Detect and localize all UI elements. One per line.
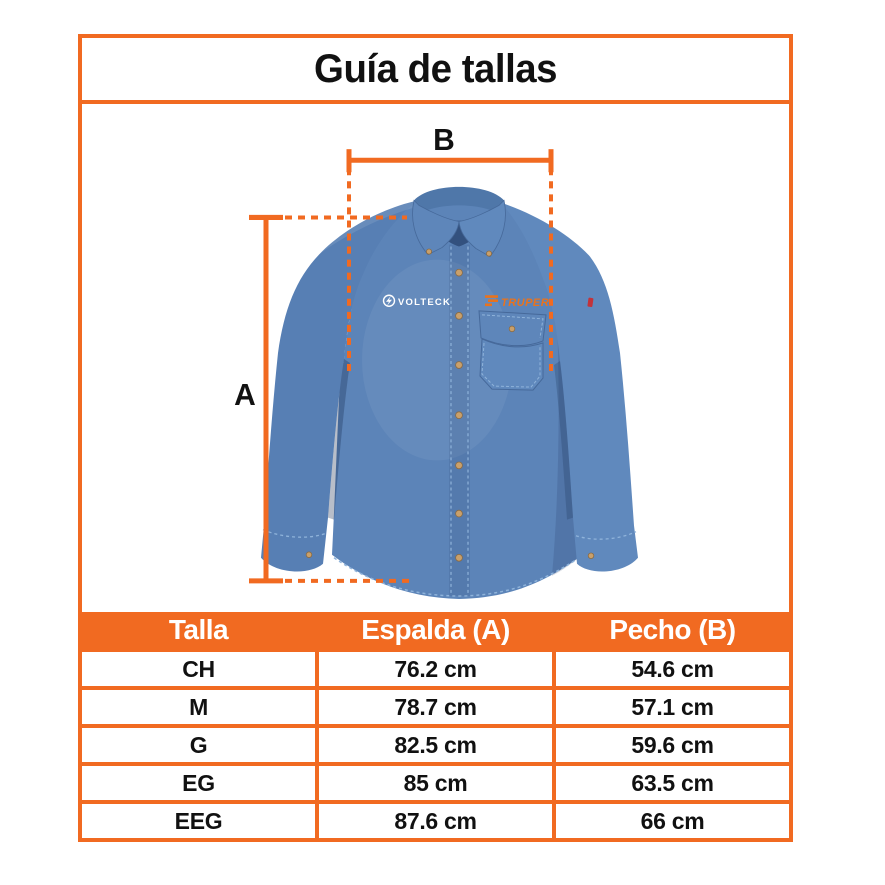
pecho-cell: 63.5 cm [556,766,789,800]
size-cell: EEG [82,804,315,838]
pecho-cell: 54.6 cm [556,652,789,686]
page-title: Guía de tallas [313,46,557,91]
title-bar [82,38,789,104]
shirt-figure [82,104,789,612]
size-cell: EG [82,766,315,800]
pecho-cell: 66 cm [556,804,789,838]
pecho-cell: 57.1 cm [556,690,789,724]
svg-text:TRUPER: TRUPER [501,296,550,309]
column-header-pecho: Pecho (B) [556,612,789,648]
shirt-measurement-diagram [82,104,789,612]
espalda-cell: 85 cm [319,766,552,800]
column-header-espalda: Espalda (A) [319,612,552,648]
svg-text:VOLTECK: VOLTECK [398,296,452,308]
espalda-cell: 78.7 cm [319,690,552,724]
collar [413,187,506,257]
dimension-b-label: B [433,124,455,158]
espalda-cell: 82.5 cm [319,728,552,762]
espalda-cell: 76.2 cm [319,652,552,686]
column-header-talla: Talla [82,612,315,648]
size-guide-card [78,34,793,842]
espalda-cell: 87.6 cm [319,804,552,838]
size-cell: M [82,690,315,724]
size-table [82,612,789,838]
size-cell: CH [82,652,315,686]
pecho-cell: 59.6 cm [556,728,789,762]
dimension-a-label: A [234,379,256,413]
size-cell: G [82,728,315,762]
chest-pocket [479,311,546,390]
shirt-illustration [261,187,638,599]
